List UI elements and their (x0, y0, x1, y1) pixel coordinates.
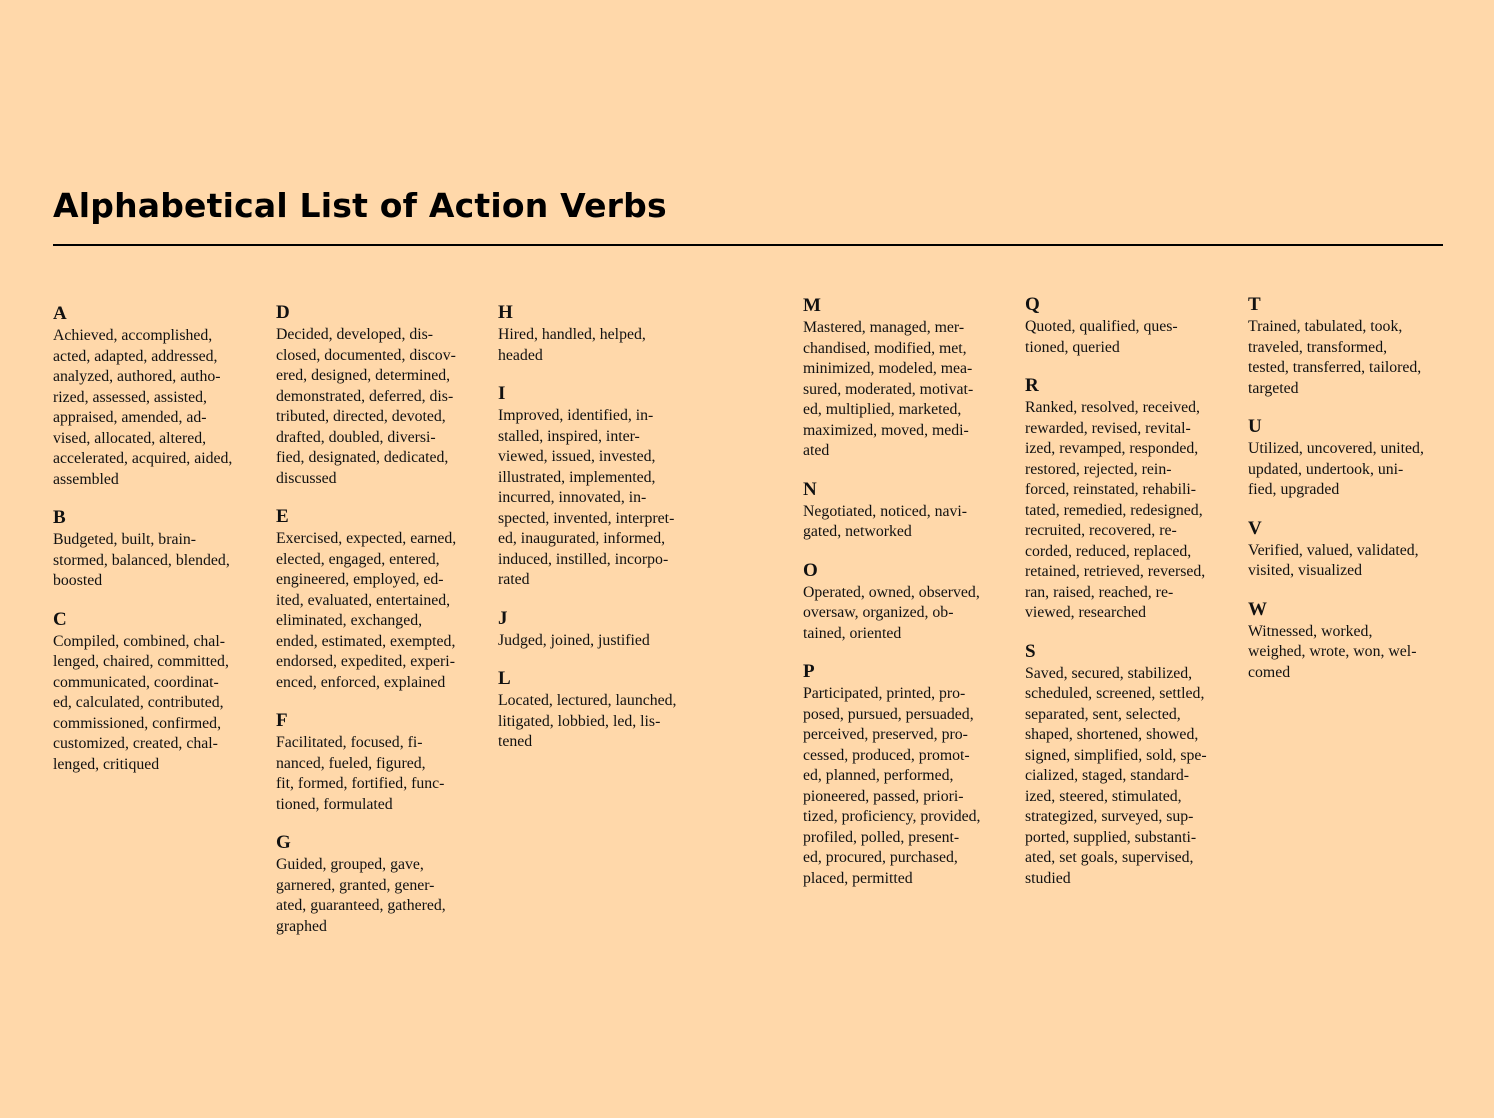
verb-line: ized, steered, stimulated, (1025, 787, 1182, 805)
verb-line: tioned, queried (1025, 338, 1120, 356)
section-letter: Q (1025, 294, 1040, 315)
verb-line: closed, documented, discov- (276, 346, 456, 364)
verb-line: Saved, secured, stabilized, (1025, 664, 1193, 682)
verb-list (276, 325, 476, 489)
section-letter: M (803, 295, 821, 316)
verb-line: Negotiated, noticed, navi- (803, 502, 968, 520)
verb-line: Trained, tabulated, took, (1248, 318, 1403, 335)
verb-line: vised, allocated, altered, (53, 429, 207, 447)
verb-list (53, 632, 253, 776)
section-letter: N (803, 478, 817, 500)
letter-section-u (1248, 415, 1448, 501)
verb-line: viewed, issued, invested, (498, 448, 656, 465)
verb-line: engineered, employed, ed- (276, 571, 444, 588)
verb-list (276, 855, 476, 937)
section-letter: C (53, 608, 67, 630)
section-letter: P (803, 661, 815, 682)
verb-list (803, 502, 1003, 543)
verb-line: posed, pursued, persuaded, (803, 705, 974, 723)
section-letter: R (1025, 375, 1039, 396)
section-letter: B (53, 507, 66, 528)
verb-line: tributed, directed, devoted, (276, 408, 446, 425)
verb-list (1248, 541, 1448, 582)
verb-line: Verified, valued, validated, (1248, 541, 1419, 559)
verb-line: Budgeted, built, brain- (53, 531, 197, 548)
letter-section-f (276, 709, 476, 815)
verb-line: ported, supplied, substanti- (1025, 828, 1197, 846)
verb-line: separated, sent, selected, (1025, 705, 1181, 723)
verb-line: drafted, doubled, diversi- (276, 428, 436, 446)
verb-line: signed, simplified, sold, spe- (1025, 746, 1207, 764)
verb-line: litigated, lobbied, led, lis- (498, 712, 661, 730)
section-letter: W (1248, 598, 1267, 620)
verb-line: ed, multiplied, marketed, (803, 401, 962, 418)
verb-line: Operated, owned, observed, (803, 583, 980, 601)
verb-line: ited, evaluated, entertained, (276, 591, 451, 609)
section-letter: D (276, 302, 290, 323)
verb-list (53, 326, 253, 490)
verb-line: studied (1025, 869, 1071, 887)
section-letter: O (803, 559, 818, 581)
verb-line: stalled, inspired, inter- (498, 427, 640, 445)
verb-line: rewarded, revised, revital- (1025, 419, 1191, 437)
section-letter: A (53, 303, 67, 324)
verb-line: cessed, produced, promot- (803, 746, 970, 764)
letter-section-r (1025, 374, 1225, 624)
verb-line: placed, permitted (803, 869, 913, 887)
verb-line: chandised, modified, met, (803, 339, 967, 357)
section-letter: L (498, 668, 511, 689)
verb-line: garnered, granted, gener- (276, 876, 435, 894)
verb-list (1025, 398, 1225, 624)
letter-section-v (1248, 517, 1448, 582)
verb-line: lenged, chaired, committed, (53, 653, 229, 670)
verb-line: analyzed, authored, autho- (53, 368, 221, 385)
verb-line: recruited, recovered, re- (1025, 522, 1177, 539)
verb-line: Participated, printed, pro- (803, 685, 966, 702)
verb-line: Witnessed, worked, (1248, 622, 1373, 640)
verb-line: perceived, preserved, pro- (803, 726, 968, 743)
verb-line: boosted (53, 572, 103, 589)
verb-column-3 (498, 301, 698, 769)
verb-line: weighed, wrote, won, wel- (1248, 643, 1417, 660)
verb-list (53, 530, 253, 592)
section-letter: S (1025, 640, 1036, 662)
letter-section-n (803, 478, 1003, 543)
verb-line: rized, assessed, assisted, (53, 388, 207, 406)
verb-line: demonstrated, deferred, dis- (276, 387, 454, 405)
verb-line: retained, retrieved, reversed, (1025, 563, 1206, 580)
verb-line: profiled, polled, present- (803, 828, 960, 846)
verb-line: restored, rejected, rein- (1025, 460, 1172, 478)
verb-line: shaped, shortened, showed, (1025, 726, 1199, 743)
verb-line: viewed, researched (1025, 604, 1147, 621)
verb-line: Improved, identified, in- (498, 407, 654, 424)
verb-list (498, 325, 698, 366)
verb-line: customized, created, chal- (53, 735, 218, 752)
verb-line: ated, guaranteed, gathered, (276, 897, 446, 914)
verb-line: tioned, formulated (276, 795, 393, 813)
verb-line: pioneered, passed, priori- (803, 787, 964, 805)
verb-column-5 (1025, 293, 1225, 905)
verb-line: spected, invented, interpret- (498, 509, 675, 527)
verb-column-2 (276, 301, 476, 953)
verb-line: nanced, fueled, figured, (276, 754, 426, 772)
verb-line: accelerated, acquired, aided, (53, 450, 233, 467)
section-letter: V (1248, 517, 1262, 539)
verb-line: corded, reduced, replaced, (1025, 542, 1192, 560)
verb-line: elected, engaged, entered, (276, 550, 440, 568)
verb-column-4 (803, 294, 1003, 905)
title-divider (53, 244, 1443, 246)
letter-section-o (803, 559, 1003, 645)
letter-section-a (53, 302, 253, 490)
verb-line: commissioned, confirmed, (53, 714, 222, 732)
verb-line: headed (498, 346, 543, 364)
section-letter: I (498, 383, 506, 404)
verb-line: acted, adapted, addressed, (53, 347, 218, 365)
verb-line: ed, planned, performed, (803, 767, 954, 784)
verb-line: Decided, developed, dis- (276, 326, 434, 343)
letter-section-d (276, 301, 476, 489)
verb-line: ended, estimated, exempted, (276, 632, 456, 650)
verb-line: incurred, innovated, in- (498, 489, 647, 506)
letter-section-b (53, 506, 253, 592)
letter-section-j (498, 607, 698, 652)
letter-section-q (1025, 293, 1225, 358)
verb-line: sured, moderated, motivat- (803, 380, 974, 398)
verb-column-6 (1248, 293, 1448, 699)
letter-section-c (53, 608, 253, 776)
verb-line: stormed, balanced, blended, (53, 551, 230, 569)
verb-list (498, 406, 698, 591)
letter-section-s (1025, 640, 1225, 890)
verb-line: Hired, handled, helped, (498, 326, 646, 343)
letter-section-w (1248, 598, 1448, 684)
verb-list (1248, 622, 1448, 684)
letter-section-g (276, 831, 476, 937)
verb-line: Guided, grouped, gave, (276, 856, 424, 873)
verb-line: Mastered, managed, mer- (803, 319, 965, 336)
verb-line: ated, set goals, supervised, (1025, 849, 1194, 866)
page-title: Alphabetical List of Action Verbs (53, 186, 667, 225)
letter-section-l (498, 667, 698, 753)
verb-line: Facilitated, focused, fi- (276, 734, 423, 751)
verb-line: Ranked, resolved, received, (1025, 399, 1201, 416)
verb-list (803, 583, 1003, 645)
verb-line: ed, procured, purchased, (803, 849, 958, 866)
letter-section-i (498, 382, 698, 591)
verb-line: enced, enforced, explained (276, 673, 446, 691)
verb-line: ran, raised, reached, re- (1025, 583, 1174, 601)
section-letter: J (498, 607, 508, 629)
verb-line: graphed (276, 917, 327, 935)
verb-line: assembled (53, 470, 119, 488)
verb-line: scheduled, screened, settled, (1025, 685, 1205, 702)
verb-line: tated, remedied, redesigned, (1025, 501, 1203, 519)
section-letter: T (1248, 294, 1261, 315)
verb-line: Compiled, combined, chal- (53, 632, 225, 650)
verb-line: strategized, surveyed, sup- (1025, 808, 1194, 825)
verb-line: discussed (276, 469, 337, 487)
verb-column-1 (53, 302, 253, 791)
verb-line: ed, calculated, contributed, (53, 694, 224, 711)
verb-line: ed, inaugurated, informed, (498, 530, 666, 547)
verb-line: lenged, critiqued (53, 755, 160, 773)
verb-line: comed (1248, 663, 1291, 681)
verb-line: rated (498, 571, 530, 588)
verb-line: Located, lectured, launched, (498, 692, 677, 709)
verb-line: maximized, moved, medi- (803, 421, 969, 439)
verb-line: forced, reinstated, rehabili- (1025, 481, 1197, 498)
verb-line: endorsed, expedited, experi- (276, 653, 455, 670)
verb-line: updated, undertook, uni- (1248, 460, 1404, 478)
verb-line: ered, designed, determined, (276, 367, 451, 384)
verb-line: cialized, staged, standard- (1025, 767, 1190, 784)
verb-line: Achieved, accomplished, (53, 327, 213, 344)
verb-list (1025, 664, 1225, 890)
verb-line: fit, formed, fortified, func- (276, 775, 445, 792)
verb-list (1025, 317, 1225, 358)
letter-section-h (498, 301, 698, 366)
section-letter: F (276, 710, 288, 731)
letter-section-p (803, 660, 1003, 889)
verb-line: ated (803, 442, 830, 459)
section-letter: E (276, 506, 289, 527)
verb-line: targeted (1248, 379, 1299, 397)
verb-list (276, 733, 476, 815)
verb-list (1248, 317, 1448, 399)
verb-line: tened (498, 733, 533, 750)
letter-section-t (1248, 293, 1448, 399)
verb-line: Quoted, qualified, ques- (1025, 318, 1178, 335)
section-letter: H (498, 302, 513, 323)
verb-line: ized, revamped, responded, (1025, 440, 1199, 457)
verb-line: Exercised, expected, earned, (276, 530, 457, 547)
verb-line: visited, visualized (1248, 562, 1363, 579)
verb-line: communicated, coordinat- (53, 673, 219, 691)
letter-section-e (276, 505, 476, 693)
verb-list (803, 318, 1003, 462)
verb-line: traveled, transformed, (1248, 338, 1388, 356)
verb-list (276, 529, 476, 693)
letter-section-m (803, 294, 1003, 462)
verb-line: tested, transferred, tailored, (1248, 359, 1422, 376)
verb-line: illustrated, implemented, (498, 468, 656, 486)
verb-line: fied, upgraded (1248, 481, 1340, 498)
verb-list (498, 691, 698, 753)
verb-line: fied, designated, dedicated, (276, 449, 449, 466)
verb-line: tized, proficiency, provided, (803, 808, 981, 825)
section-letter: U (1248, 416, 1262, 437)
verb-line: induced, instilled, incorpo- (498, 550, 669, 568)
verb-list (803, 684, 1003, 889)
verb-line: eliminated, exchanged, (276, 612, 423, 629)
verb-list (1248, 439, 1448, 501)
verb-line: oversaw, organized, ob- (803, 604, 954, 621)
verb-line: tained, oriented (803, 624, 902, 642)
verb-line: gated, networked (803, 523, 912, 540)
verb-line: Utilized, uncovered, united, (1248, 440, 1424, 457)
verb-list (498, 631, 698, 652)
verb-line: appraised, amended, ad- (53, 409, 207, 426)
verb-line: minimized, modeled, mea- (803, 360, 973, 377)
section-letter: G (276, 832, 291, 853)
verb-line: Judged, joined, justified (498, 631, 650, 649)
